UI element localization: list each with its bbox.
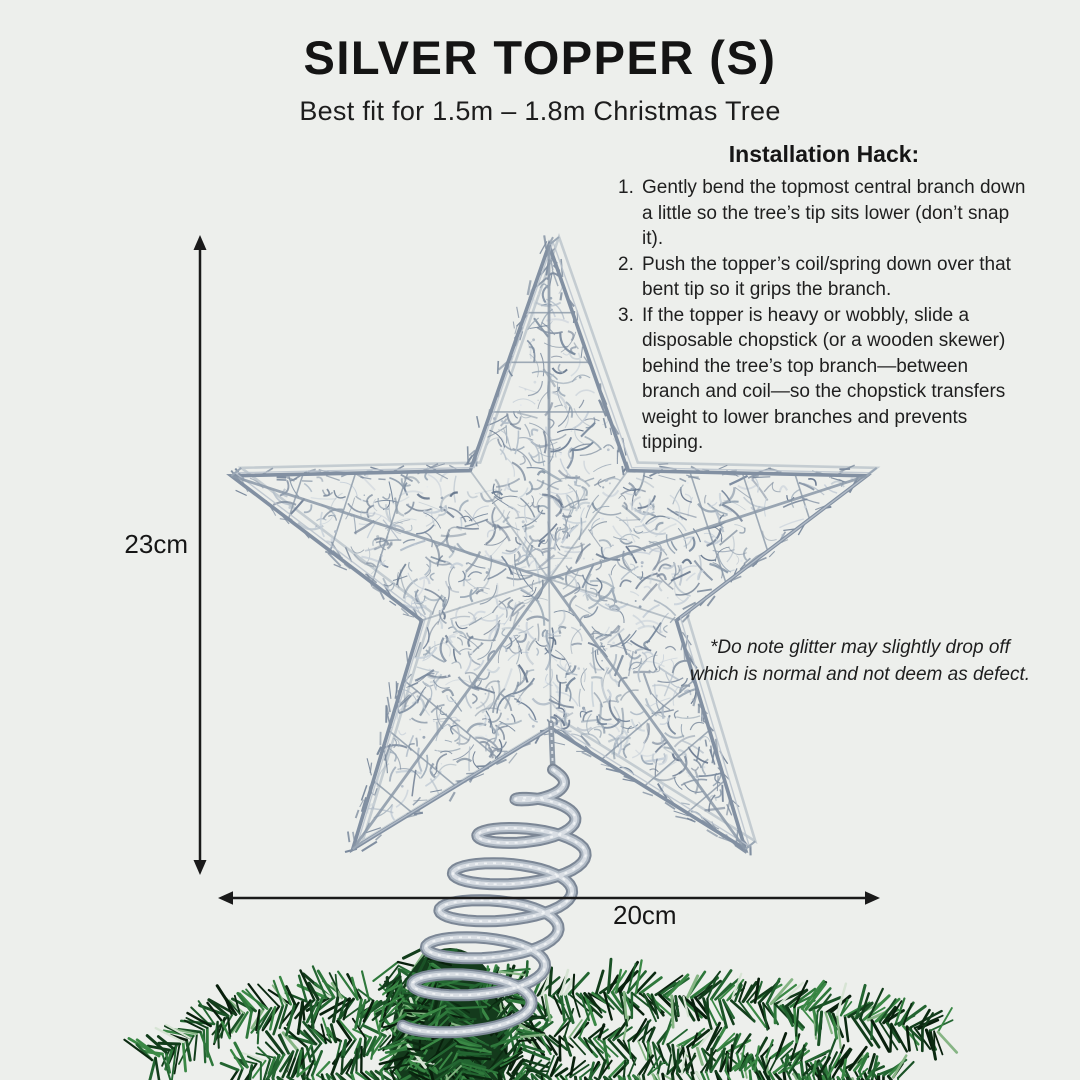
width-arrow-head-left [218,891,233,904]
height-dimension-label: 23cm [124,529,188,559]
installation-step-2 [618,252,1030,303]
disclaimer-line-2: which is normal and not deem as defect. [689,664,1031,685]
glitter-disclaimer [688,634,1032,688]
step-number: 2. [618,253,634,275]
width-arrow-head-right [865,891,880,904]
step-text: Push the topper’s coil/spring down over that bent tip so it grips the branch. [642,253,1011,300]
height-arrow-head-top [194,235,207,250]
step-number: 3. [618,304,634,326]
step-text: If the topper is heavy or wobbly, slide a disposable chopstick (or a wooden skewer) behind the tree’s top branch—between branch and coil—so the chopstick transfers weight to lower branches and prevents tipping. [642,304,1006,453]
installation-hack-heading: Installation Hack: [728,141,920,167]
product-subtitle: Best fit for 1.5m – 1.8m Christmas Tree [299,96,781,126]
installation-step-1 [618,175,1030,252]
step-text: Gently bend the topmost central branch down a little so the tree’s tip sits lower (don’t snap it). [642,177,1026,249]
disclaimer-line-1: *Do note glitter may slightly drop off [710,637,1010,658]
installation-hack-section [618,141,1030,456]
installation-step-3 [618,303,1030,456]
width-dimension-label: 20cm [613,900,677,930]
step-number: 1. [618,177,634,198]
product-title: SILVER TOPPER (S) [303,31,777,84]
installation-steps [618,175,1030,456]
height-arrow-head-bottom [194,860,207,875]
